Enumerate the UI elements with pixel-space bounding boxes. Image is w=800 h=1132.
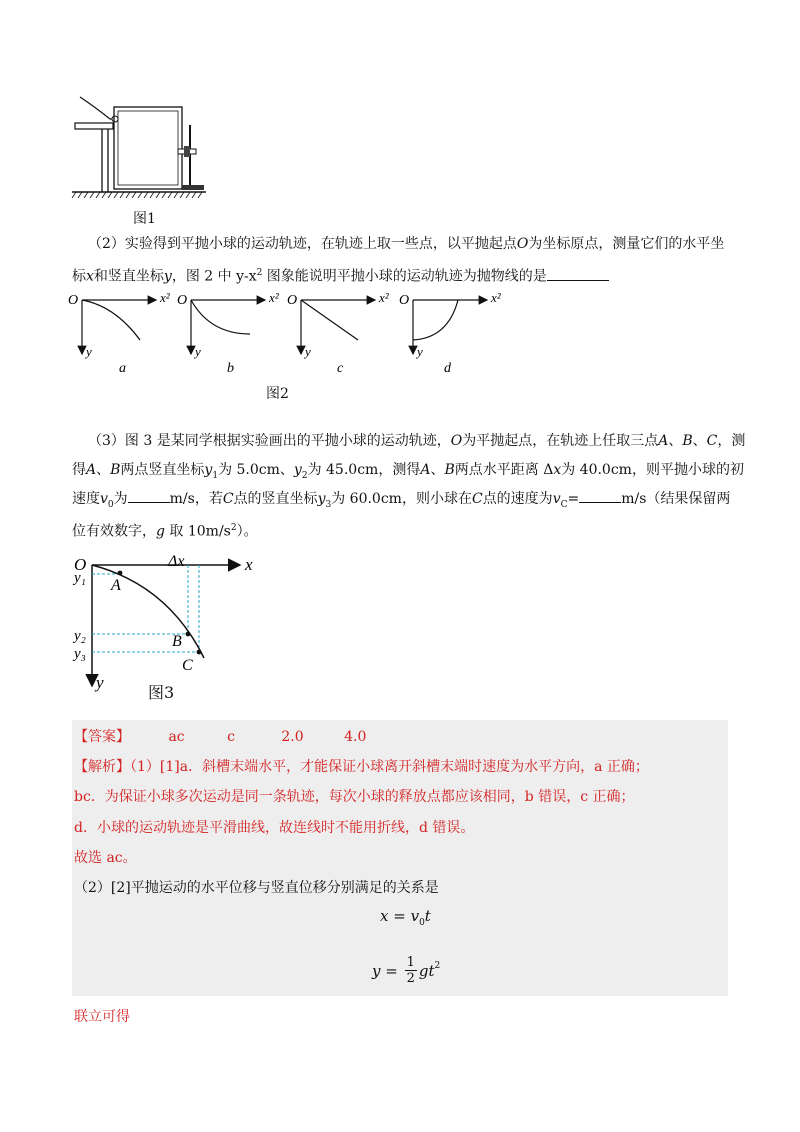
after-text: 联立可得	[74, 1009, 130, 1025]
q2-text-line1: （2）实验得到平抛小球的运动轨迹，在轨迹上取一些点，以平抛起点O为坐标原点，测量它们的水平坐	[88, 236, 725, 252]
svg-text:O: O	[68, 293, 79, 308]
svg-text:O: O	[177, 293, 188, 308]
fig3-y-axis-label: y	[96, 673, 104, 692]
figure-3-trajectory	[68, 550, 268, 700]
analysis-line-2: bc．为保证小球多次运动是同一条轨迹，每次小球的释放点都应该相同，b 错误，c 正确；	[74, 789, 635, 805]
answer-value-1: ac	[168, 729, 185, 745]
svg-text:c: c	[337, 361, 344, 376]
fig3-y2-label: y₂	[74, 628, 86, 644]
fraction-one-half: $\frac{1}{2}$	[406, 955, 415, 986]
svg-text:x²: x²	[491, 290, 501, 305]
answer-label: 【答案】	[74, 729, 130, 745]
vc-answer-blank[interactable]	[579, 488, 621, 503]
analysis-line-3: d．小球的运动轨迹是平滑曲线，故连线时不能用折线，d 错误。	[74, 820, 475, 836]
svg-text:y: y	[195, 344, 201, 359]
analysis-line-1: 【解析】（1）[1]a．斜槽末端水平，才能保证小球离开斜槽末端时速度为水平方向，a 正确；	[74, 759, 649, 775]
svg-text:a: a	[119, 361, 126, 376]
figure-1-apparatus	[70, 95, 210, 205]
analysis-line-4: 故选 ac。	[74, 850, 137, 866]
fig3-y3-label: y₃	[74, 646, 86, 662]
fig3-x-axis-label: x	[245, 555, 253, 574]
graph-b	[177, 290, 280, 376]
answer-value-3: 2.0	[281, 729, 304, 745]
svg-text:d: d	[444, 361, 451, 376]
q3-text-line4: 位有效数字，g 取 $10m/s^2$）。	[72, 523, 258, 540]
svg-text:x²: x²	[269, 290, 279, 305]
svg-text:y: y	[305, 344, 311, 359]
fig3-point-c: C	[182, 657, 193, 674]
fig3-origin-label: O	[74, 555, 87, 574]
graph-c	[287, 290, 390, 376]
equation-x: $x = v_0t$	[380, 907, 431, 928]
figure-3-caption: 图3	[148, 683, 175, 702]
answer-value-2: c	[227, 729, 235, 745]
v0-answer-blank[interactable]	[128, 488, 170, 503]
svg-text:y: y	[86, 344, 92, 359]
q2-answer-blank[interactable]	[547, 266, 609, 281]
fig3-point-a: A	[111, 577, 121, 594]
graph-d	[399, 290, 502, 376]
fig3-dx-label: Δx	[168, 553, 185, 570]
graph-a	[68, 290, 171, 376]
svg-text:y: y	[417, 344, 423, 359]
figure-1-caption: 图1	[133, 211, 156, 227]
equation-y: y = $\frac{1}{2}$ gt $^2$	[372, 955, 441, 986]
svg-text:x²: x²	[379, 290, 389, 305]
svg-text:O: O	[399, 293, 410, 308]
q3-text-line3: 速度$v_0$为 m/s，若C点的竖直坐标$y_3$为 60.0cm，则小球在C点的速度为$v_C= m/s$（结果保留两	[72, 487, 762, 518]
svg-text:b: b	[227, 361, 234, 376]
q3-text-line2: 得A、B两点竖直坐标$y_1$为 5.0cm、$y_2$为 45.0cm，测得A、B两点水平距离 Δx为 40.0cm，则平抛小球的初	[72, 462, 744, 481]
answer-line	[74, 724, 714, 750]
q3-text-line1: （3）图 3 是某同学根据实验画出的平抛小球的运动轨迹，O为平抛起点，在轨迹上任取三点A、B、C，测	[88, 433, 746, 449]
svg-text:O: O	[287, 293, 298, 308]
figure-2-caption: 图2	[266, 386, 289, 402]
q2-text-line2: 标x和竖直坐标y，图 2 中 $y-x^2$ 图象能说明平抛小球的运动轨迹为抛物线的是	[72, 261, 752, 290]
fig3-point-b: B	[172, 633, 182, 650]
fig3-y1-label: y₁	[74, 570, 86, 586]
svg-text:x²: x²	[160, 290, 170, 305]
figure-2-graphs	[60, 288, 520, 378]
answer-value-4: 4.0	[344, 729, 367, 745]
analysis-line-5: （2）[2]平抛运动的水平位移与竖直位移分别满足的关系是	[74, 880, 439, 896]
